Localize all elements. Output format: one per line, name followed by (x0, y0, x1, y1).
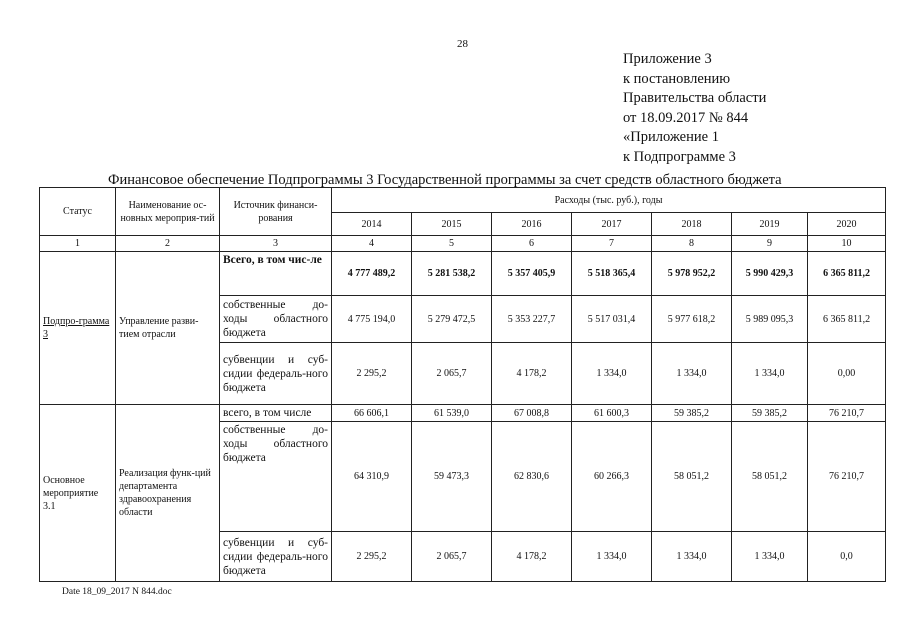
status-link[interactable]: Подпро-грамма 3 (43, 316, 110, 340)
source-cell: всего, в том числе (220, 405, 332, 422)
header-year: 2015 (412, 213, 492, 236)
value-cell: 64 310,9 (332, 422, 412, 532)
value-cell: 5 281 538,2 (412, 252, 492, 296)
value-cell: 67 008,8 (492, 405, 572, 422)
value-cell: 6 365 811,2 (808, 296, 886, 343)
value-cell: 4 178,2 (492, 343, 572, 405)
value-cell: 62 830,6 (492, 422, 572, 532)
value-cell: 1 334,0 (572, 532, 652, 582)
column-number: 9 (732, 236, 808, 252)
value-cell: 76 210,7 (808, 405, 886, 422)
value-cell: 5 353 227,7 (492, 296, 572, 343)
header-year: 2019 (732, 213, 808, 236)
value-cell: 58 051,2 (652, 422, 732, 532)
value-cell: 1 334,0 (652, 343, 732, 405)
value-cell: 61 600,3 (572, 405, 652, 422)
status-cell: Основное мероприятие 3.1 (40, 405, 116, 582)
column-number: 4 (332, 236, 412, 252)
appendix-block (623, 50, 766, 167)
table-row (40, 252, 886, 296)
appendix-line: к постановлению (623, 70, 731, 87)
footer-filename: Date 18_09_2017 N 844.doc (62, 587, 172, 597)
table-row (40, 405, 886, 422)
column-number: 3 (220, 236, 332, 252)
header-year: 2014 (332, 213, 412, 236)
measure-name-cell: Реализация функ-ций департамента здравоохранения области (116, 405, 220, 582)
page-number: 28 (457, 38, 468, 50)
column-number: 2 (116, 236, 220, 252)
financing-table (39, 187, 886, 582)
header-year: 2017 (572, 213, 652, 236)
value-cell: 1 334,0 (732, 532, 808, 582)
column-number: 6 (492, 236, 572, 252)
value-cell: 59 385,2 (732, 405, 808, 422)
value-cell: 0,00 (808, 343, 886, 405)
header-year: 2020 (808, 213, 886, 236)
value-cell: 4 775 194,0 (332, 296, 412, 343)
header-year: 2018 (652, 213, 732, 236)
value-cell: 5 357 405,9 (492, 252, 572, 296)
header-expenses: Расходы (тыс. руб.), годы (332, 188, 886, 213)
column-number: 10 (808, 236, 886, 252)
status-cell (40, 252, 116, 405)
value-cell: 5 978 952,2 (652, 252, 732, 296)
source-cell: собственные до-ходы областного бюджета (220, 296, 332, 343)
column-number: 7 (572, 236, 652, 252)
value-cell: 1 334,0 (652, 532, 732, 582)
value-cell: 4 178,2 (492, 532, 572, 582)
value-cell: 0,0 (808, 532, 886, 582)
column-number: 5 (412, 236, 492, 252)
value-cell: 2 065,7 (412, 343, 492, 405)
appendix-line: Приложение 3 (623, 51, 712, 67)
source-cell: субвенции и суб-сидии федераль-ного бюджета (220, 532, 332, 582)
source-cell: субвенции и суб-сидии федераль-ного бюджета (220, 343, 332, 405)
header-source: Источник финанси-рования (220, 188, 332, 236)
appendix-line: к Подпрограмме 3 (623, 148, 736, 165)
value-cell: 5 990 429,3 (732, 252, 808, 296)
appendix-line: «Приложение 1 (623, 129, 719, 145)
appendix-line: Правительства области (623, 90, 767, 106)
source-cell: Всего, в том чис-ле (220, 252, 332, 296)
source-cell: собственные до-ходы областного бюджета (220, 422, 332, 532)
column-number: 1 (40, 236, 116, 252)
value-cell: 60 266,3 (572, 422, 652, 532)
value-cell: 4 777 489,2 (332, 252, 412, 296)
measure-name-cell: Управление разви-тием отрасли (116, 252, 220, 405)
value-cell: 61 539,0 (412, 405, 492, 422)
value-cell: 59 473,3 (412, 422, 492, 532)
value-cell: 5 977 618,2 (652, 296, 732, 343)
value-cell: 1 334,0 (572, 343, 652, 405)
value-cell: 59 385,2 (652, 405, 732, 422)
value-cell: 5 517 031,4 (572, 296, 652, 343)
value-cell: 5 989 095,3 (732, 296, 808, 343)
value-cell: 6 365 811,2 (808, 252, 886, 296)
appendix-line: от 18.09.2017 № 844 (623, 109, 749, 126)
header-status: Статус (40, 188, 116, 236)
value-cell: 2 065,7 (412, 532, 492, 582)
value-cell: 2 295,2 (332, 343, 412, 405)
value-cell: 2 295,2 (332, 532, 412, 582)
table-title: Финансовое обеспечение Подпрограммы 3 Государственной программы за счет средств областного бюджета (108, 172, 782, 188)
value-cell: 1 334,0 (732, 343, 808, 405)
value-cell: 5 518 365,4 (572, 252, 652, 296)
header-year: 2016 (492, 213, 572, 236)
value-cell: 5 279 472,5 (412, 296, 492, 343)
header-name: Наименование ос-новных мероприя-тий (116, 188, 220, 236)
column-number: 8 (652, 236, 732, 252)
value-cell: 58 051,2 (732, 422, 808, 532)
value-cell: 76 210,7 (808, 422, 886, 532)
value-cell: 66 606,1 (332, 405, 412, 422)
